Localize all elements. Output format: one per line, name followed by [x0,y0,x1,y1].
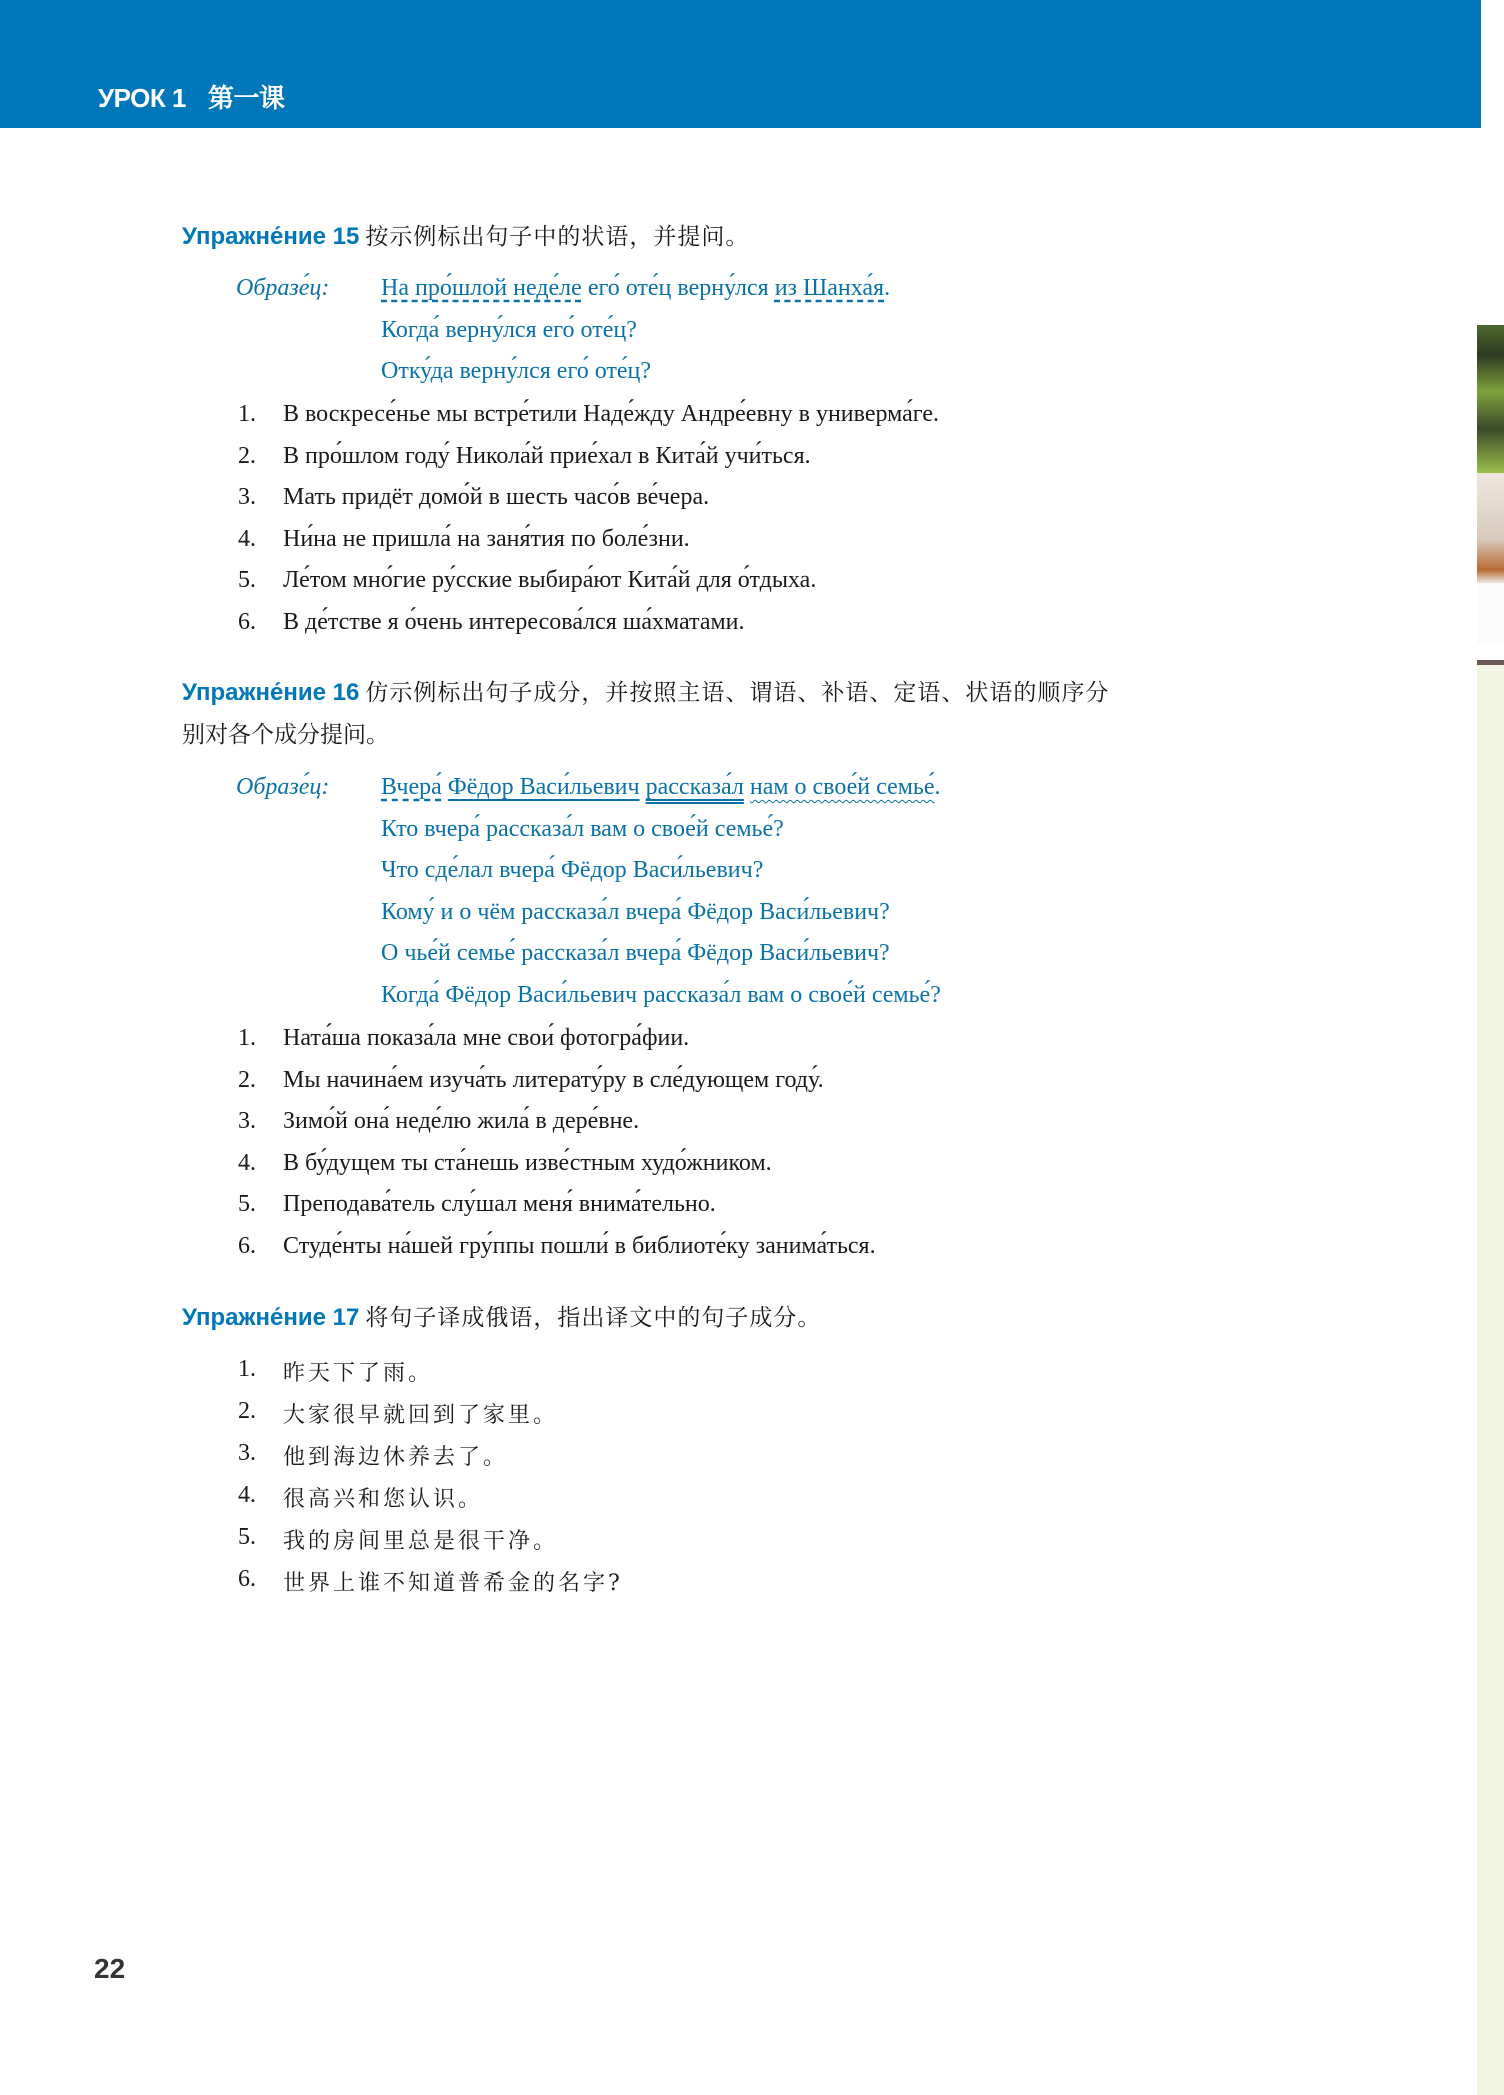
sample-question: Когда́ Фёдор Васи́льевич рассказа́л вам о свое́й семье́? [381,982,941,1008]
exercise-label: Упражне́ние 16 [182,679,360,706]
exercise-label: Упражне́ние 17 [182,1304,360,1331]
item-number: 5. [238,1524,256,1550]
sample-segment: из Шанха́я [774,275,885,301]
sample-question: О чье́й семье́ рассказа́л вчера́ Фёдор Васи́льевич? [381,940,890,967]
item-number: 3. [238,1108,256,1135]
lesson-header [0,0,1481,128]
exercise-label: Упражне́ние 15 [182,223,360,250]
exercise-item: Преподава́тель слу́шал меня́ внима́тельно. [283,1191,716,1218]
sample-question: Кому́ и о чём рассказа́л вчера́ Фёдор Васи́льевич? [381,898,890,925]
exercise-item: В бу́дущем ты ста́нешь изве́стным худо́жником. [283,1149,772,1176]
item-number: 2. [238,442,256,469]
item-number: 1. [238,1025,256,1051]
exercise-heading [182,1299,821,1332]
exercise-task: 按示例标出句子中的状语，并提问。 [365,224,750,250]
item-number: 5. [238,567,256,594]
lesson-number: УРОК 1 [98,83,186,113]
page-number: 22 [94,1953,126,1984]
sample-label: Образе́ц: [236,774,330,800]
item-number: 6. [238,609,256,635]
sample-segment: рассказа́л [645,774,744,800]
side-photo [1477,325,1504,2095]
item-number: 4. [238,525,256,552]
sample-label: Образе́ц: [236,275,330,301]
sample-segment: Вчера́ [381,774,442,800]
exercise-item: Мы начина́ем изуча́ть литерату́ру в сле́дующем году́. [283,1066,824,1093]
exercise-item: Ната́ша показа́ла мне свои́ фотогра́фии. [283,1025,690,1051]
lesson-number-zh: 第一课 [207,83,285,113]
item-number: 5. [238,1191,256,1218]
sample-segment: его́ оте́ц верну́лся [581,275,775,301]
exercise-item: 很高兴和您认识。 [283,1487,484,1512]
sample-question: Что сде́лал вчера́ Фёдор Васи́льевич? [381,857,764,884]
sample-question: Отку́да верну́лся его́ оте́ц? [381,358,652,385]
sample-sentence [381,275,890,302]
item-number: 1. [238,401,256,427]
exercise-item: Ни́на не пришла́ на заня́тия по боле́зни. [283,525,690,552]
exercise-item: Мать придёт домо́й в шесть часо́в ве́чера. [283,484,710,511]
item-number: 2. [238,1066,256,1093]
lesson-title [98,78,306,115]
exercise-item: В воскресе́нье мы встре́тили Наде́жду Андре́евну в универма́ге. [283,401,939,427]
exercise-item: В де́тстве я о́чень интересова́лся ша́хматами. [283,609,745,635]
exercise-item: 大家很早就回到了家里。 [283,1403,559,1428]
exercise-item: 昨天下了雨。 [283,1361,434,1386]
item-number: 4. [238,1149,256,1176]
exercise-item: 我的房间里总是很干净。 [283,1529,559,1554]
sample-segment: . [884,275,891,301]
sample-question: Когда́ верну́лся его́ оте́ц? [381,316,637,343]
exercise-item: Студе́нты на́шей гру́ппы пошли́ в библиоте́ку занима́ться. [283,1233,876,1259]
item-number: 2. [238,1398,256,1424]
exercise-task-continued: 别对各个成分提问。 [182,722,389,748]
item-number: 3. [238,484,256,511]
sample-segment: На про́шлой неде́ле [381,275,582,301]
exercise-heading [182,218,749,251]
exercise-task: 仿示例标出句子成分，并按照主语、谓语、补语、定语、状语的顺序分 [365,680,1110,706]
sample-sentence [381,774,941,801]
item-number: 3. [238,1440,256,1466]
exercise-item: В про́шлом году́ Никола́й прие́хал в Кита́й учи́ться. [283,442,811,469]
item-number: 6. [238,1566,256,1592]
item-number: 6. [238,1233,256,1259]
sample-segment: нам о свое́й семье́ [749,774,935,800]
item-number: 1. [238,1356,256,1382]
exercise-item: 世界上谁不知道普希金的名字? [283,1571,623,1596]
exercise-task: 将句子译成俄语，指出译文中的句子成分。 [365,1305,822,1331]
exercise-item: Ле́том мно́гие ру́сские выбира́ют Кита́й для о́тдыха. [283,567,817,594]
exercise-item: Зимо́й она́ неде́лю жила́ в дере́вне. [283,1108,640,1135]
exercise-item: 他到海边休养去了。 [283,1445,509,1470]
item-number: 4. [238,1482,256,1508]
sample-segment: Фёдор Васи́льевич [447,774,640,800]
sample-question: Кто вчера́ рассказа́л вам о свое́й семье́? [381,815,784,842]
sample-segment: . [934,774,941,800]
exercise-heading [182,674,1109,707]
